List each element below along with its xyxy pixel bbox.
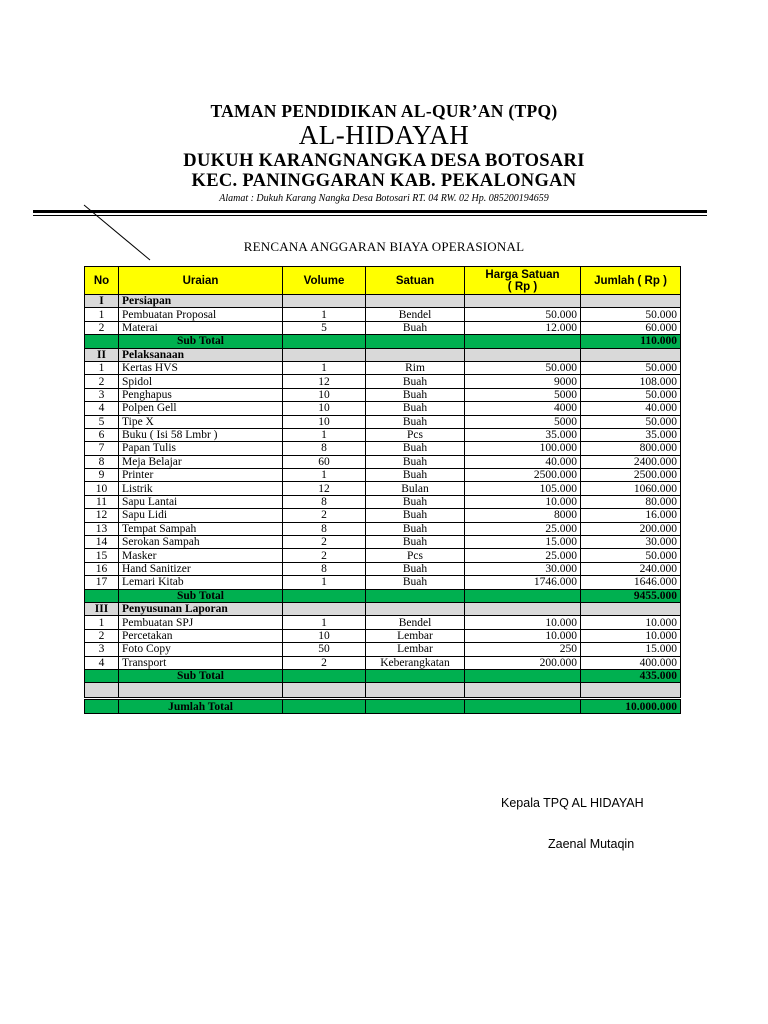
header-harga-line2: ( Rp ) bbox=[507, 280, 538, 293]
item-volume: 10 bbox=[283, 388, 366, 401]
item-uraian: Penghapus bbox=[119, 388, 283, 401]
item-jumlah: 15.000 bbox=[581, 643, 681, 656]
item-uraian: Listrik bbox=[119, 482, 283, 495]
item-volume: 8 bbox=[283, 522, 366, 535]
empty-cell bbox=[85, 683, 119, 698]
section-row bbox=[85, 348, 681, 361]
item-uraian: Buku ( Isi 58 Lmbr ) bbox=[119, 428, 283, 441]
empty-cell bbox=[465, 683, 581, 698]
header-no: No bbox=[85, 267, 119, 295]
empty-cell bbox=[581, 295, 681, 308]
item-volume: 8 bbox=[283, 495, 366, 508]
section-title: Penyusunan Laporan bbox=[119, 602, 283, 615]
empty-cell bbox=[465, 669, 581, 682]
institution-location-line2: KEC. PANINGGARAN KAB. PEKALONGAN bbox=[191, 171, 577, 191]
empty-cell bbox=[581, 602, 681, 615]
item-jumlah: 2500.000 bbox=[581, 469, 681, 482]
item-no: 12 bbox=[85, 509, 119, 522]
item-no: 5 bbox=[85, 415, 119, 428]
item-harga: 250 bbox=[465, 643, 581, 656]
signature-title: Kepala TPQ AL HIDAYAH bbox=[501, 796, 644, 810]
institution-name: AL-HIDAYAH bbox=[298, 120, 470, 150]
section-row bbox=[85, 602, 681, 615]
empty-cell bbox=[581, 348, 681, 361]
item-harga: 5000 bbox=[465, 415, 581, 428]
item-harga: 10.000 bbox=[465, 616, 581, 629]
item-volume: 1 bbox=[283, 576, 366, 589]
table-row bbox=[85, 549, 681, 562]
item-volume: 1 bbox=[283, 308, 366, 321]
item-uraian: Printer bbox=[119, 469, 283, 482]
budget-table-body bbox=[85, 267, 681, 714]
table-row bbox=[85, 643, 681, 656]
item-volume: 10 bbox=[283, 415, 366, 428]
item-no: 15 bbox=[85, 549, 119, 562]
table-row bbox=[85, 455, 681, 468]
table-row bbox=[85, 616, 681, 629]
item-harga: 100.000 bbox=[465, 442, 581, 455]
empty-cell bbox=[283, 700, 366, 713]
section-number: I bbox=[85, 295, 119, 308]
item-harga: 9000 bbox=[465, 375, 581, 388]
item-satuan: Buah bbox=[366, 321, 465, 334]
item-satuan: Pcs bbox=[366, 428, 465, 441]
empty-cell bbox=[366, 700, 465, 713]
item-jumlah: 240.000 bbox=[581, 562, 681, 575]
subtotal-row bbox=[85, 589, 681, 602]
section-title: Persiapan bbox=[119, 295, 283, 308]
item-jumlah: 1060.000 bbox=[581, 482, 681, 495]
item-satuan: Pcs bbox=[366, 549, 465, 562]
header-jumlah: Jumlah ( Rp ) bbox=[581, 267, 681, 295]
table-row bbox=[85, 656, 681, 669]
empty-cell bbox=[283, 589, 366, 602]
item-uraian: Polpen Gell bbox=[119, 402, 283, 415]
item-harga: 200.000 bbox=[465, 656, 581, 669]
table-row bbox=[85, 522, 681, 535]
subtotal-row bbox=[85, 669, 681, 682]
empty-cell bbox=[85, 589, 119, 602]
empty-cell bbox=[85, 669, 119, 682]
item-uraian: Serokan Sampah bbox=[119, 536, 283, 549]
item-no: 6 bbox=[85, 428, 119, 441]
item-jumlah: 2400.000 bbox=[581, 455, 681, 468]
item-satuan: Lembar bbox=[366, 629, 465, 642]
item-no: 2 bbox=[85, 321, 119, 334]
item-satuan: Buah bbox=[366, 495, 465, 508]
item-jumlah: 10.000 bbox=[581, 616, 681, 629]
item-volume: 2 bbox=[283, 536, 366, 549]
item-volume: 1 bbox=[283, 469, 366, 482]
item-satuan: Buah bbox=[366, 509, 465, 522]
item-satuan: Rim bbox=[366, 361, 465, 374]
subtotal-row bbox=[85, 335, 681, 348]
empty-cell bbox=[366, 295, 465, 308]
item-volume: 1 bbox=[283, 428, 366, 441]
table-row bbox=[85, 428, 681, 441]
item-no: 17 bbox=[85, 576, 119, 589]
item-volume: 5 bbox=[283, 321, 366, 334]
item-satuan: Buah bbox=[366, 388, 465, 401]
item-uraian: Masker bbox=[119, 549, 283, 562]
section-row bbox=[85, 295, 681, 308]
item-no: 2 bbox=[85, 629, 119, 642]
item-uraian: Foto Copy bbox=[119, 643, 283, 656]
empty-cell bbox=[283, 348, 366, 361]
header-harga bbox=[465, 267, 581, 295]
empty-cell bbox=[85, 700, 119, 713]
table-row bbox=[85, 361, 681, 374]
item-harga: 4000 bbox=[465, 402, 581, 415]
item-no: 4 bbox=[85, 402, 119, 415]
item-satuan: Bendel bbox=[366, 308, 465, 321]
item-jumlah: 60.000 bbox=[581, 321, 681, 334]
item-volume: 1 bbox=[283, 616, 366, 629]
item-satuan: Keberangkatan bbox=[366, 656, 465, 669]
table-row bbox=[85, 375, 681, 388]
item-satuan: Buah bbox=[366, 536, 465, 549]
empty-cell bbox=[283, 602, 366, 615]
item-volume: 2 bbox=[283, 509, 366, 522]
item-jumlah: 30.000 bbox=[581, 536, 681, 549]
total-value: 10.000.000 bbox=[581, 700, 681, 713]
item-uraian: Tempat Sampah bbox=[119, 522, 283, 535]
item-jumlah: 80.000 bbox=[581, 495, 681, 508]
item-volume: 10 bbox=[283, 629, 366, 642]
subtotal-label: Sub Total bbox=[119, 335, 283, 348]
item-jumlah: 50.000 bbox=[581, 308, 681, 321]
item-satuan: Bulan bbox=[366, 482, 465, 495]
empty-cell bbox=[465, 295, 581, 308]
item-volume: 1 bbox=[283, 361, 366, 374]
item-volume: 12 bbox=[283, 375, 366, 388]
table-row bbox=[85, 562, 681, 575]
table-row bbox=[85, 509, 681, 522]
item-harga: 1746.000 bbox=[465, 576, 581, 589]
empty-cell bbox=[465, 348, 581, 361]
item-satuan: Lembar bbox=[366, 643, 465, 656]
item-no: 16 bbox=[85, 562, 119, 575]
item-harga: 2500.000 bbox=[465, 469, 581, 482]
section-number: II bbox=[85, 348, 119, 361]
item-harga: 35.000 bbox=[465, 428, 581, 441]
table-row bbox=[85, 629, 681, 642]
section-title: Pelaksanaan bbox=[119, 348, 283, 361]
empty-cell bbox=[465, 700, 581, 713]
item-harga: 50.000 bbox=[465, 308, 581, 321]
table-row bbox=[85, 482, 681, 495]
empty-cell bbox=[119, 683, 283, 698]
item-satuan: Buah bbox=[366, 455, 465, 468]
item-uraian: Transport bbox=[119, 656, 283, 669]
subtotal-value: 9455.000 bbox=[581, 589, 681, 602]
item-harga: 25.000 bbox=[465, 549, 581, 562]
item-satuan: Buah bbox=[366, 375, 465, 388]
item-jumlah: 50.000 bbox=[581, 361, 681, 374]
item-jumlah: 50.000 bbox=[581, 549, 681, 562]
item-harga: 30.000 bbox=[465, 562, 581, 575]
item-no: 9 bbox=[85, 469, 119, 482]
subtotal-label: Sub Total bbox=[119, 669, 283, 682]
empty-cell bbox=[283, 295, 366, 308]
table-header-row bbox=[85, 267, 681, 295]
item-harga: 40.000 bbox=[465, 455, 581, 468]
institution-location-line1: DUKUH KARANGNANGKA DESA BOTOSARI bbox=[183, 151, 585, 171]
total-label: Jumlah Total bbox=[119, 700, 283, 713]
item-uraian: Papan Tulis bbox=[119, 442, 283, 455]
item-no: 11 bbox=[85, 495, 119, 508]
item-jumlah: 50.000 bbox=[581, 415, 681, 428]
item-jumlah: 800.000 bbox=[581, 442, 681, 455]
table-row bbox=[85, 469, 681, 482]
item-no: 2 bbox=[85, 375, 119, 388]
item-satuan: Buah bbox=[366, 442, 465, 455]
item-no: 10 bbox=[85, 482, 119, 495]
empty-cell bbox=[283, 335, 366, 348]
table-row bbox=[85, 321, 681, 334]
item-no: 13 bbox=[85, 522, 119, 535]
table-row bbox=[85, 402, 681, 415]
item-no: 1 bbox=[85, 308, 119, 321]
item-harga: 8000 bbox=[465, 509, 581, 522]
document-title: RENCANA ANGGARAN BIAYA OPERASIONAL bbox=[243, 239, 525, 254]
header-volume: Volume bbox=[283, 267, 366, 295]
item-harga: 5000 bbox=[465, 388, 581, 401]
item-volume: 2 bbox=[283, 549, 366, 562]
item-volume: 8 bbox=[283, 562, 366, 575]
item-jumlah: 400.000 bbox=[581, 656, 681, 669]
empty-cell bbox=[465, 589, 581, 602]
item-satuan: Buah bbox=[366, 469, 465, 482]
item-harga: 50.000 bbox=[465, 361, 581, 374]
item-no: 1 bbox=[85, 361, 119, 374]
table-row bbox=[85, 576, 681, 589]
item-satuan: Buah bbox=[366, 562, 465, 575]
item-no: 1 bbox=[85, 616, 119, 629]
item-volume: 60 bbox=[283, 455, 366, 468]
item-volume: 10 bbox=[283, 402, 366, 415]
empty-cell bbox=[366, 348, 465, 361]
item-harga: 105.000 bbox=[465, 482, 581, 495]
item-uraian: Hand Sanitizer bbox=[119, 562, 283, 575]
subtotal-value: 110.000 bbox=[581, 335, 681, 348]
item-uraian: Spidol bbox=[119, 375, 283, 388]
item-satuan: Buah bbox=[366, 576, 465, 589]
item-jumlah: 200.000 bbox=[581, 522, 681, 535]
header-satuan: Satuan bbox=[366, 267, 465, 295]
item-jumlah: 10.000 bbox=[581, 629, 681, 642]
item-uraian: Pembuatan SPJ bbox=[119, 616, 283, 629]
item-volume: 8 bbox=[283, 442, 366, 455]
item-volume: 2 bbox=[283, 656, 366, 669]
item-no: 4 bbox=[85, 656, 119, 669]
table-row bbox=[85, 495, 681, 508]
table-row bbox=[85, 308, 681, 321]
header-uraian: Uraian bbox=[119, 267, 283, 295]
empty-cell bbox=[283, 683, 366, 698]
item-satuan: Bendel bbox=[366, 616, 465, 629]
item-jumlah: 108.000 bbox=[581, 375, 681, 388]
item-harga: 12.000 bbox=[465, 321, 581, 334]
empty-cell bbox=[366, 602, 465, 615]
table-row bbox=[85, 442, 681, 455]
empty-cell bbox=[465, 335, 581, 348]
item-volume: 50 bbox=[283, 643, 366, 656]
signature-name: Zaenal Mutaqin bbox=[548, 837, 635, 851]
section-number: III bbox=[85, 602, 119, 615]
empty-cell bbox=[283, 669, 366, 682]
item-uraian: Pembuatan Proposal bbox=[119, 308, 283, 321]
item-uraian: Meja Belajar bbox=[119, 455, 283, 468]
empty-cell bbox=[85, 335, 119, 348]
item-satuan: Buah bbox=[366, 522, 465, 535]
institution-address: Alamat : Dukuh Karang Nangka Desa Botosari RT. 04 RW. 02 Hp. 085200194659 bbox=[219, 193, 549, 204]
subtotal-value: 435.000 bbox=[581, 669, 681, 682]
total-row bbox=[85, 700, 681, 713]
table-row bbox=[85, 415, 681, 428]
item-harga: 15.000 bbox=[465, 536, 581, 549]
item-uraian: Tipe X bbox=[119, 415, 283, 428]
empty-cell bbox=[366, 683, 465, 698]
item-no: 3 bbox=[85, 388, 119, 401]
item-uraian: Lemari Kitab bbox=[119, 576, 283, 589]
empty-cell bbox=[465, 602, 581, 615]
empty-cell bbox=[366, 589, 465, 602]
item-no: 7 bbox=[85, 442, 119, 455]
subtotal-label: Sub Total bbox=[119, 589, 283, 602]
header-harga-line1: Harga Satuan bbox=[485, 268, 560, 281]
diagonal-line-mark bbox=[0, 0, 768, 300]
item-jumlah: 50.000 bbox=[581, 388, 681, 401]
institution-title: TAMAN PENDIDIKAN AL-QUR’AN (TPQ) bbox=[210, 101, 558, 121]
item-uraian: Sapu Lidi bbox=[119, 509, 283, 522]
item-no: 14 bbox=[85, 536, 119, 549]
item-no: 8 bbox=[85, 455, 119, 468]
empty-cell bbox=[366, 335, 465, 348]
item-uraian: Sapu Lantai bbox=[119, 495, 283, 508]
item-jumlah: 1646.000 bbox=[581, 576, 681, 589]
item-no: 3 bbox=[85, 643, 119, 656]
item-harga: 10.000 bbox=[465, 629, 581, 642]
empty-cell bbox=[366, 669, 465, 682]
item-jumlah: 16.000 bbox=[581, 509, 681, 522]
item-uraian: Kertas HVS bbox=[119, 361, 283, 374]
empty-cell bbox=[581, 683, 681, 698]
item-satuan: Buah bbox=[366, 402, 465, 415]
item-jumlah: 40.000 bbox=[581, 402, 681, 415]
blank-row bbox=[85, 683, 681, 698]
table-row bbox=[85, 388, 681, 401]
item-uraian: Materai bbox=[119, 321, 283, 334]
item-uraian: Percetakan bbox=[119, 629, 283, 642]
item-volume: 12 bbox=[283, 482, 366, 495]
item-harga: 25.000 bbox=[465, 522, 581, 535]
table-row bbox=[85, 536, 681, 549]
item-jumlah: 35.000 bbox=[581, 428, 681, 441]
item-harga: 10.000 bbox=[465, 495, 581, 508]
item-satuan: Buah bbox=[366, 415, 465, 428]
budget-table bbox=[84, 266, 681, 714]
